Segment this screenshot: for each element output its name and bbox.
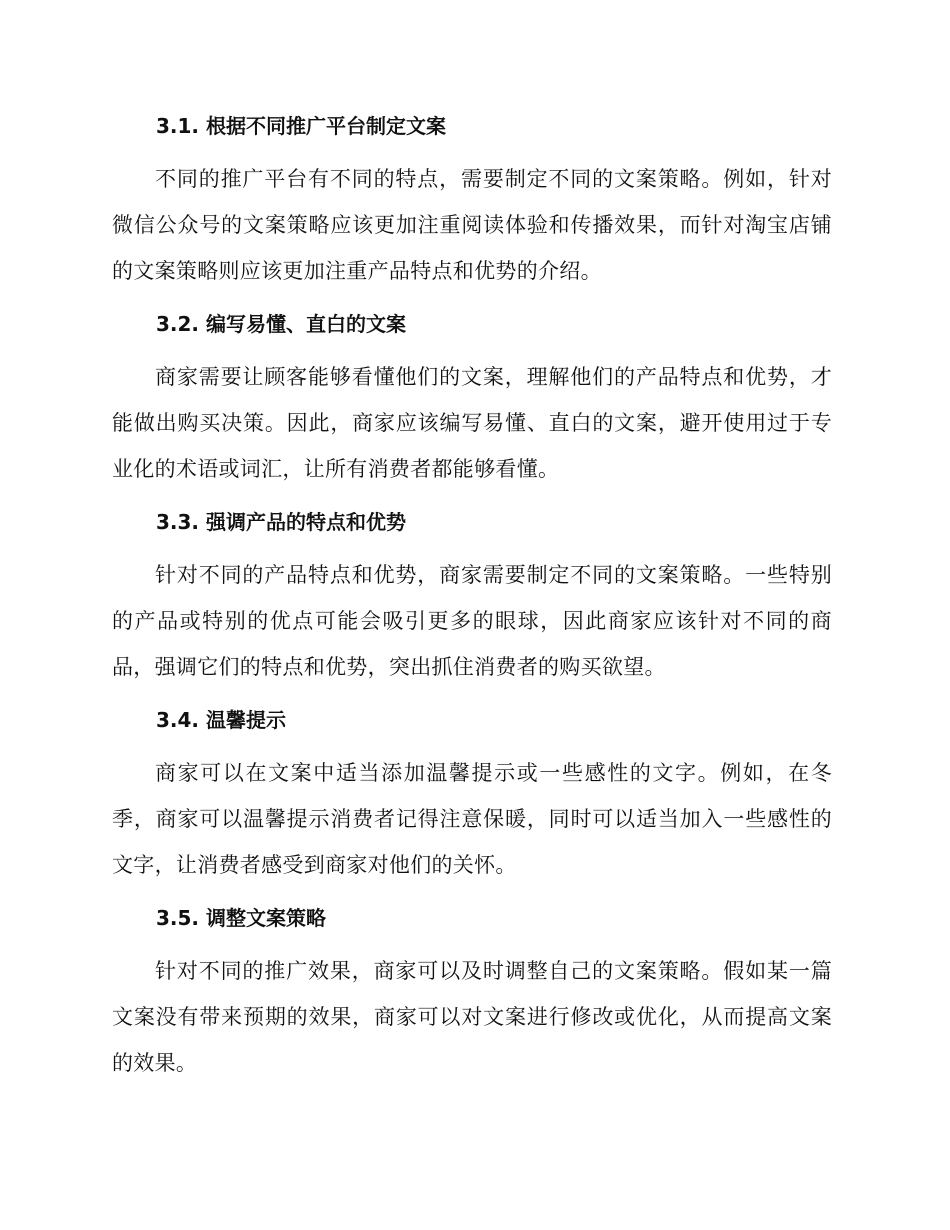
section-3-4: [112, 698, 832, 888]
section-heading: 3.4. 温馨提示: [156, 708, 286, 732]
section-3-2: [112, 302, 832, 492]
section-paragraph: 商家需要让顾客能够看懂他们的文案，理解他们的产品特点和优势，才能做出购买决策。因此，商家应该编写易懂、直白的文案，避开使用过于专业化的术语或词汇，让所有消费者都能够看懂。: [112, 365, 832, 481]
section-3-3: [112, 500, 832, 690]
section-paragraph: 不同的推广平台有不同的特点，需要制定不同的文案策略。例如，针对微信公众号的文案策略应该更加注重阅读体验和传播效果，而针对淘宝店铺的文案策略则应该更加注重产品特点和优势的介绍。: [112, 167, 832, 283]
section-paragraph: 针对不同的产品特点和优势，商家需要制定不同的文案策略。一些特别的产品或特别的优点可能会吸引更多的眼球，因此商家应该针对不同的商品，强调它们的特点和优势，突出抓住消费者的购买欲望。: [112, 563, 832, 679]
section-heading: 3.1. 根据不同推广平台制定文案: [156, 114, 446, 138]
section-heading: 3.3. 强调产品的特点和优势: [156, 510, 406, 534]
section-3-1: [112, 104, 832, 294]
section-heading: 3.5. 调整文案策略: [156, 906, 326, 930]
section-paragraph: 针对不同的推广效果，商家可以及时调整自己的文案策略。假如某一篇文案没有带来预期的效果，商家可以对文案进行修改或优化，从而提高文案的效果。: [112, 959, 832, 1075]
section-heading: 3.2. 编写易懂、直白的文案: [156, 312, 406, 336]
document-page: [112, 104, 832, 1094]
section-paragraph: 商家可以在文案中适当添加温馨提示或一些感性的文字。例如，在冬季，商家可以温馨提示消费者记得注意保暖，同时可以适当加入一些感性的文字，让消费者感受到商家对他们的关怀。: [112, 761, 832, 877]
section-3-5: [112, 896, 832, 1086]
